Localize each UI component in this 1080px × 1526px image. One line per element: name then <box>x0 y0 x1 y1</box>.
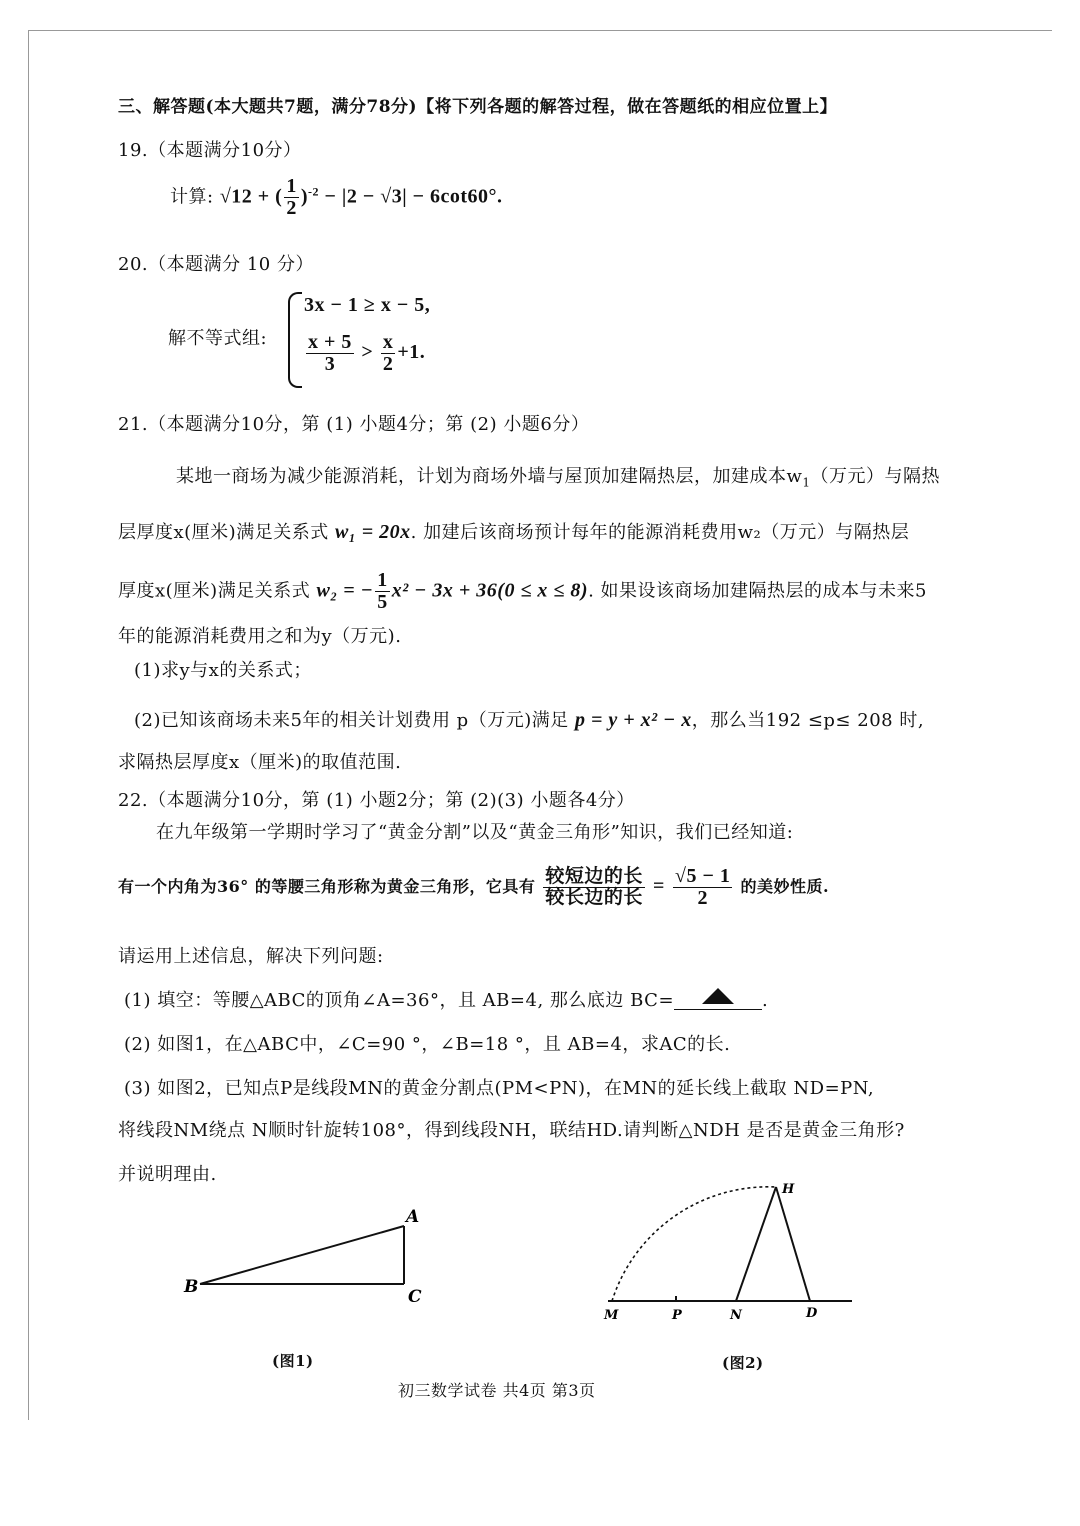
q22-intro: 在九年级第一学期时学习了“黄金分割”以及“黄金三角形”知识，我们已经知道: <box>156 822 794 843</box>
fig1-label-a: A <box>406 1207 420 1227</box>
figure-1 <box>170 1200 450 1320</box>
q21-p3-math-a: w₂ = − <box>316 579 374 602</box>
q22-golden-den: 2 <box>697 887 708 909</box>
q20-number: 20.（本题满分 10 分） <box>118 254 314 275</box>
q19-exponent: -2 <box>308 184 320 199</box>
q22-number: 22.（本题满分10分，第 (1) 小题2分；第 (2)(3) 小题各4分） <box>118 790 635 811</box>
q22-sub-1 <box>124 986 768 1012</box>
figure-2-caption: (图2) <box>722 1354 764 1372</box>
page-footer: 初三数学试卷 共4页 第3页 <box>398 1381 596 1400</box>
q21-number: 21.（本题满分10分，第 (1) 小题4分；第 (2) 小题6分） <box>118 414 590 435</box>
figure-1-caption: (图1) <box>272 1352 314 1370</box>
figure-2 <box>600 1175 860 1325</box>
q20-frac2-num: x <box>382 331 394 353</box>
q19-frac-den: 2 <box>286 197 297 219</box>
q20-frac1-num: x + 5 <box>308 331 352 353</box>
q22-sub-3-cont: 将线段NM绕点 N顺时针旋转108°，得到线段NH，联结HD.请判断△NDH 是否是黄金三角形? <box>118 1120 905 1141</box>
q20-gt: > <box>361 341 374 364</box>
q21-p1-sub: 1 <box>802 475 811 490</box>
q22-sub1-text: (1) 填空：等腰△ABC的顶角∠A=36°，且 AB=4, 那么底边 BC= <box>124 990 675 1011</box>
segment-nh <box>736 1187 776 1301</box>
q19-prompt: 计算: <box>170 186 214 208</box>
fig2-label-h: H <box>782 1182 795 1197</box>
q22-bold-a: 有一个内角为36° 的等腰三角形称为黄金三角形，它具有 <box>118 877 536 896</box>
q21-para-1 <box>176 462 940 490</box>
q20-frac1 <box>306 332 354 375</box>
fig2-label-m: M <box>604 1308 619 1323</box>
q22-sub-3: (3) 如图2，已知点P是线段MN的黄金分割点(PM<PN)，在MN的延长线上截取 ND=PN, <box>124 1078 875 1099</box>
fig1-label-c: C <box>408 1287 422 1307</box>
q21-para-4: 年的能源消耗费用之和为y（万元). <box>118 626 402 647</box>
q21-p2-b: . 加建后该商场预计每年的能源消耗费用w₂（万元）与隔热层 <box>410 522 910 543</box>
q22-sub-2: (2) 如图1，在△ABC中，∠C=90 °，∠B=18 °，且 AB=4，求AC的长. <box>124 1034 731 1055</box>
q21-para-2 <box>118 518 909 544</box>
q20-frac2-den: 2 <box>382 353 394 375</box>
q21-sub2-b: ，那么当192 ≤p≤ 208 时, <box>691 710 925 731</box>
q19-fraction <box>284 176 299 219</box>
q20-frac1-den: 3 <box>324 353 336 375</box>
q22-golden-property <box>118 866 829 909</box>
q22-ratio-frac <box>543 867 645 908</box>
q21-p3-a: 厚度x(厘米)满足关系式 <box>118 580 311 602</box>
q22-instruction: 请运用上述信息，解决下列问题: <box>118 946 384 967</box>
q21-p3-b: . 如果设该商场加建隔热层的成本与未来5 <box>588 580 927 602</box>
q21-p3-frac-num: 1 <box>377 569 388 591</box>
q21-p3-math-b: x² − 3x + 36(0 ≤ x ≤ 8) <box>391 579 589 602</box>
q21-sub-2 <box>134 706 924 732</box>
q21-p2-a: 层厚度x(厘米)满足关系式 <box>118 522 329 543</box>
fig1-label-b: B <box>184 1277 199 1297</box>
q22-sub1-end: . <box>762 990 769 1011</box>
q21-p3-frac <box>375 570 390 613</box>
q20-prompt: 解不等式组: <box>168 328 268 349</box>
q22-ratio-den: 较长边的长 <box>545 886 643 908</box>
q19-expression <box>170 176 503 219</box>
q21-sub-2-cont: 求隔热层厚度x（厘米)的取值范围. <box>118 752 402 773</box>
q20-inequality-2 <box>304 332 425 375</box>
q19-number: 19.（本题满分10分） <box>118 140 302 161</box>
q21-sub2-math: p = y + x² − x <box>574 709 692 731</box>
page-border-left <box>28 30 29 1420</box>
triangle-marker-icon <box>702 988 734 1004</box>
q21-sub-1: (1)求y与x的关系式； <box>134 660 312 681</box>
q21-p1-text: 某地一商场为减少能源消耗，计划为商场外墙与屋顶加建隔热层，加建成本w <box>176 466 803 487</box>
page-border-top <box>28 30 1052 31</box>
segment-ba <box>200 1226 404 1284</box>
q21-p3-frac-den: 5 <box>377 591 388 613</box>
section-header: 三、解答题(本大题共7题，满分78分)【将下列各题的解答过程，做在答题纸的相应位置上】 <box>118 97 838 117</box>
q19-frac-num: 1 <box>286 175 297 197</box>
q21-para-3 <box>118 570 927 613</box>
fig2-label-p: P <box>672 1308 682 1323</box>
fig2-label-d: D <box>806 1306 818 1321</box>
q22-sub-3-cont2: 并说明理由. <box>118 1164 217 1185</box>
q21-sub2-a: (2)已知该商场未来5年的相关计划费用 p（万元)满足 <box>134 710 569 731</box>
q21-p2-math: w₁ = 20x <box>334 521 411 543</box>
rotation-arc <box>612 1187 776 1301</box>
q22-ratio-num: 较短边的长 <box>545 865 643 888</box>
q19-expr-a: √12 + ( <box>219 185 283 208</box>
answer-blank[interactable] <box>674 988 762 1010</box>
segment-hd <box>776 1187 810 1301</box>
q22-golden-num: √5 − 1 <box>675 865 731 887</box>
q22-golden-frac <box>673 866 732 909</box>
q21-p1-tail: （万元）与隔热 <box>810 466 941 487</box>
q20-frac2 <box>381 332 396 375</box>
q20-inequality-1: 3x − 1 ≥ x − 5, <box>304 294 431 316</box>
q20-tail: +1. <box>397 341 426 364</box>
q22-equals: = <box>653 875 665 897</box>
q19-expr-c: − |2 − √3| − 6cot60°. <box>319 185 503 208</box>
q19-expr-b: ) <box>300 185 309 208</box>
fig2-label-n: N <box>730 1308 742 1323</box>
q20-brace <box>288 292 302 388</box>
q22-bold-b: 的美妙性质. <box>740 877 830 896</box>
